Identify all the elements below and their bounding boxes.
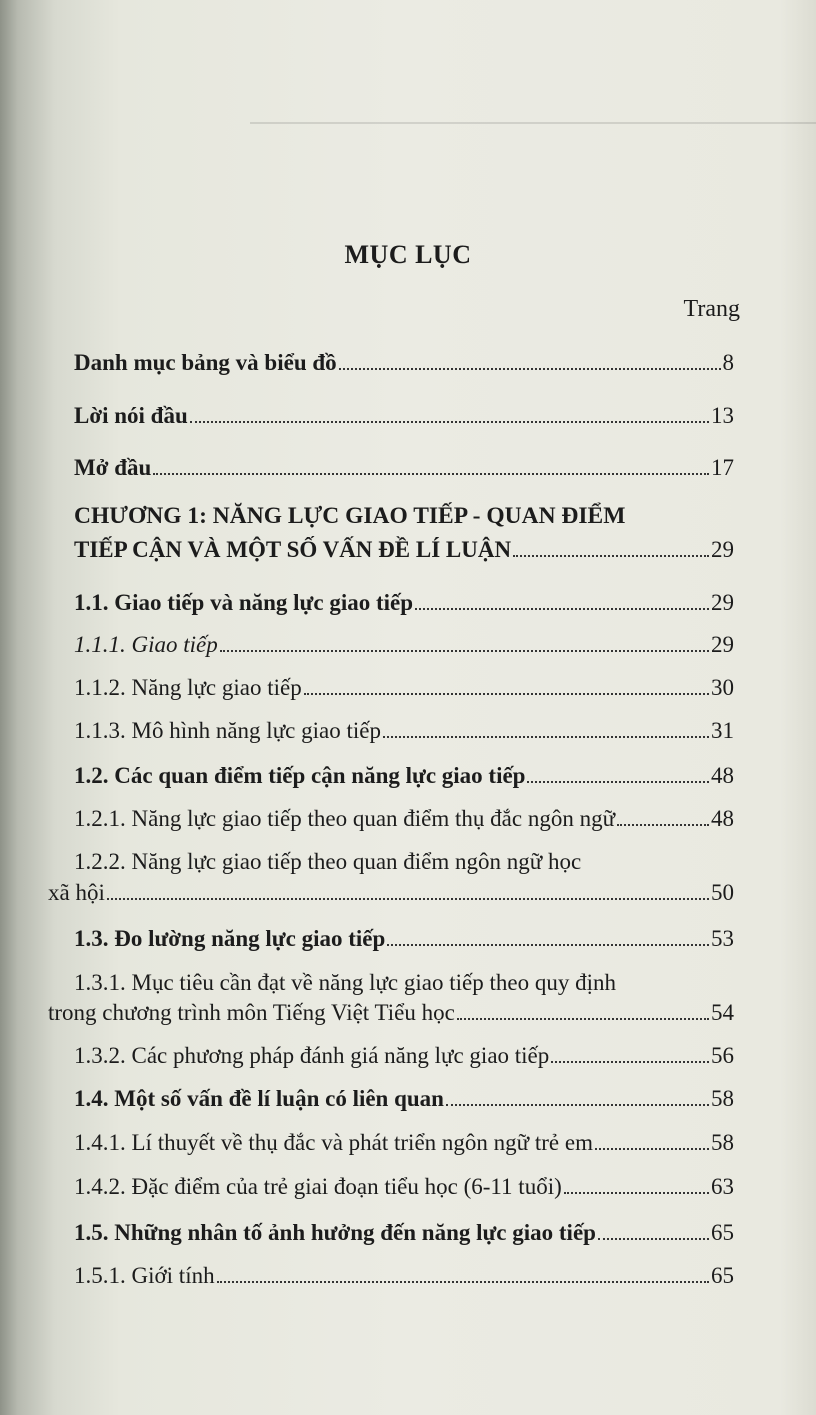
toc-entry-subsection: 1.3.2. Các phương pháp đánh giá năng lực giao tiếp 56 (74, 1043, 734, 1068)
toc-entry: Danh mục bảng và biểu đồ 8 (74, 350, 734, 375)
toc-entry-subsection: 1.4.1. Lí thuyết về thụ đắc và phát triển ngôn ngữ trẻ em 58 (74, 1130, 734, 1155)
bleed-through-rule (250, 122, 816, 124)
toc-entry-subsection: 1.1.1. Giao tiếp 29 (74, 632, 734, 657)
toc-entry-subsection: xã hội 50 (48, 880, 734, 905)
toc-entry-subsection: trong chương trình môn Tiếng Việt Tiểu học 54 (48, 1000, 734, 1025)
toc-entry-subsection: 1.2.1. Năng lực giao tiếp theo quan điểm thụ đắc ngôn ngữ 48 (74, 806, 734, 831)
page-column-label: Trang (683, 296, 740, 322)
toc-entry-section: 1.4. Một số vấn đề lí luận có liên quan 58 (74, 1086, 734, 1111)
toc-entry-section: 1.1. Giao tiếp và năng lực giao tiếp 29 (74, 590, 734, 615)
toc-entry-subsection: 1.1.2. Năng lực giao tiếp 30 (74, 675, 734, 700)
page-title: MỤC LỤC (344, 240, 472, 269)
toc-entry-chapter: TIẾP CẬN VÀ MỘT SỐ VẤN ĐỀ LÍ LUẬN 29 (74, 537, 734, 562)
toc-entry: Mở đầu 17 (74, 455, 734, 480)
toc-entry-subsection: 1.1.3. Mô hình năng lực giao tiếp 31 (74, 718, 734, 743)
toc-entry-subsection: 1.5.1. Giới tính 65 (74, 1263, 734, 1288)
chapter-title-line1: CHƯƠNG 1: NĂNG LỰC GIAO TIẾP - QUAN ĐIỂM (74, 503, 626, 529)
toc-entry-section: 1.5. Những nhân tố ảnh hưởng đến năng lực giao tiếp 65 (74, 1220, 734, 1245)
toc-entry: Lời nói đầu 13 (74, 403, 734, 428)
toc-entry-subsection: 1.4.2. Đặc điểm của trẻ giai đoạn tiểu học (6-11 tuổi) 63 (74, 1174, 734, 1199)
toc-entry-section: 1.3. Đo lường năng lực giao tiếp 53 (74, 926, 734, 951)
toc-entry-line1: 1.3.1. Mục tiêu cần đạt về năng lực giao tiếp theo quy định (74, 970, 616, 995)
toc-entry-section: 1.2. Các quan điểm tiếp cận năng lực giao tiếp 48 (74, 763, 734, 788)
toc-entry-line1: 1.2.2. Năng lực giao tiếp theo quan điểm ngôn ngữ học (74, 849, 582, 874)
